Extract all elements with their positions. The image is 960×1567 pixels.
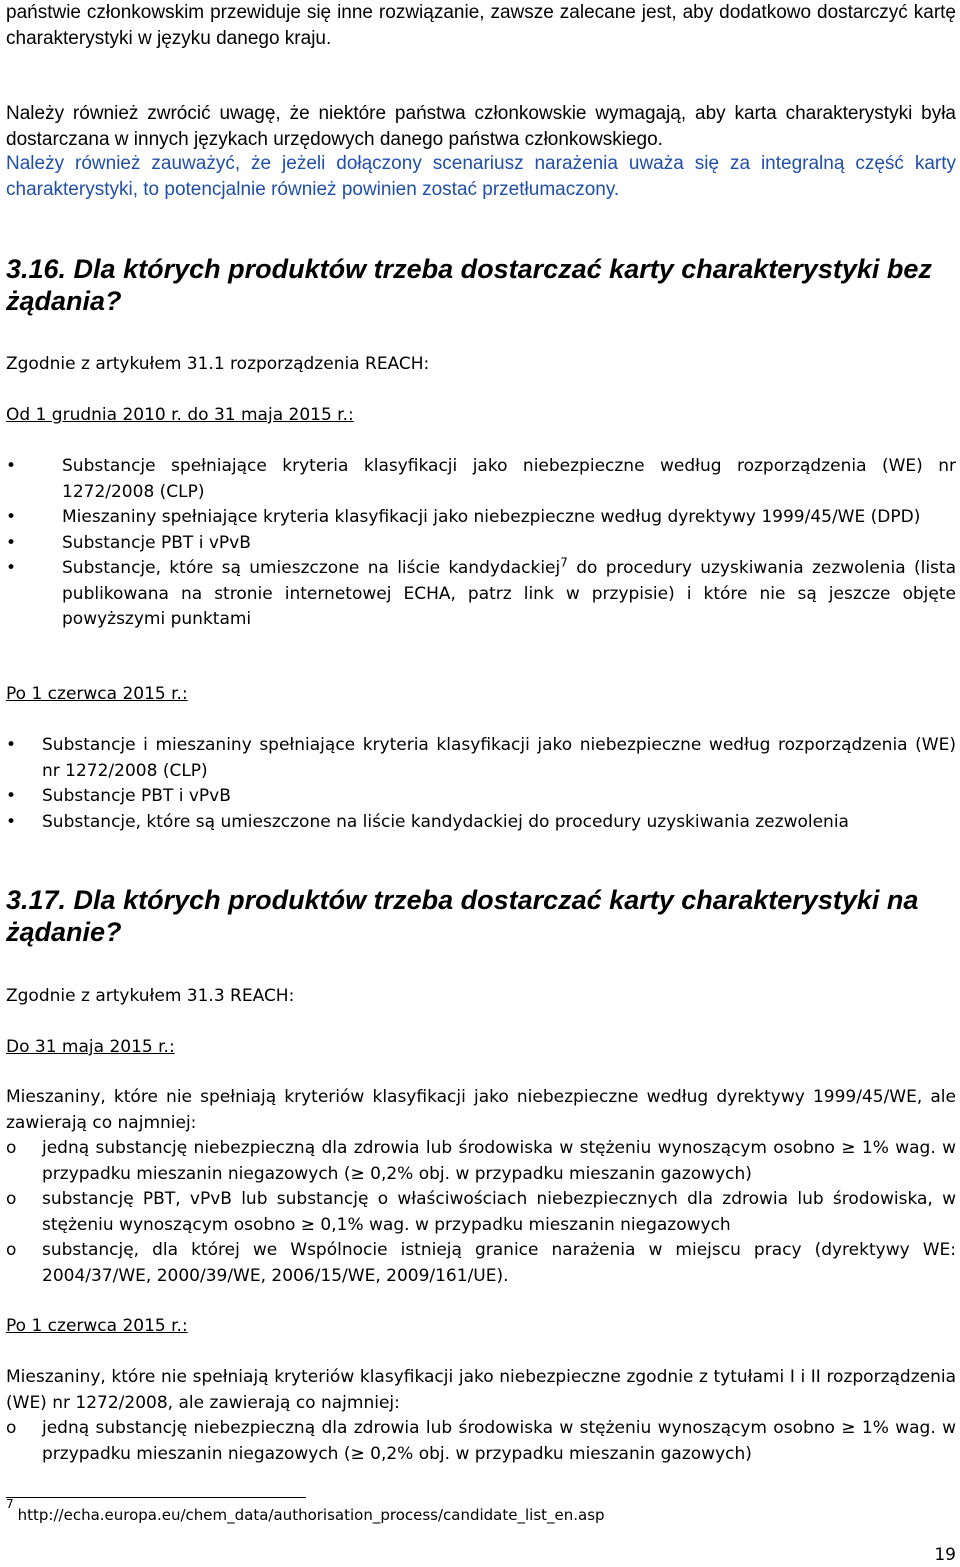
section-317-heading: 3.17. Dla których produktów trzeba dostarczać karty charakterystyki na żądanie?	[6, 885, 919, 947]
list-item	[6, 454, 956, 505]
section-317-period-2: Po 1 czerwca 2015 r.:	[6, 1316, 188, 1336]
list-item-text: Substancje spełniające kryteria klasyfikacji jako niebezpieczne według rozporządzenia (WE) nr 1272/2008 (CLP)	[62, 456, 956, 502]
list-item-text-post: do procedury uzyskiwania zezwolenia (lista publikowana na stronie internetowej ECHA, patrz link w przypisie) i które nie są jeszcze objęte powyższymi punktami	[62, 558, 956, 629]
bullet-marker: •	[6, 532, 17, 553]
circle-marker: o	[6, 1189, 17, 1209]
list-item	[6, 531, 956, 557]
section-316-period-2: Po 1 czerwca 2015 r.:	[6, 684, 188, 704]
circle-marker: o	[6, 1138, 17, 1158]
section-317-circle-list-1	[6, 1136, 956, 1289]
footnote-number: 7	[6, 1497, 14, 1511]
list-item	[6, 810, 956, 836]
footnote-separator	[6, 1497, 306, 1498]
list-item-text: jedną substancję niebezpieczną dla zdrowia lub środowiska w stężeniu wynoszącym osobno ≥ 1% wag. w przypadku mieszanin niegazowych (≥ 0,2% obj. w przypadku mieszanin gazowych)	[42, 1138, 956, 1184]
intro-paragraph-3-highlighted: Należy również zauważyć, że jeżeli dołączony scenariusz narażenia uważa się za integralną część karty charakterystyki, to potencjalnie również powinien zostać przetłumaczony.	[6, 153, 956, 200]
list-item-text: Substancje PBT i vPvB	[62, 532, 251, 553]
circle-marker: o	[6, 1240, 17, 1260]
bullet-marker: •	[6, 735, 17, 755]
section-316-period-1: Od 1 grudnia 2010 r. do 31 maja 2015 r.:	[6, 405, 354, 425]
list-item	[6, 556, 956, 633]
intro-paragraph-2: Należy również zwrócić uwagę, że niektóre państwa członkowskie wymagają, aby karta charakterystyki była dostarczana w innych językach urzędowych danego państwa członkowskiego.	[6, 103, 956, 150]
list-item-text: Mieszaniny spełniające kryteria klasyfikacji jako niebezpieczne według dyrektywy 1999/45/WE (DPD)	[62, 507, 921, 527]
bullet-marker: •	[6, 507, 17, 527]
list-item	[6, 784, 956, 810]
section-317-circle-list-2	[6, 1416, 956, 1467]
section-316-heading: 3.16. Dla których produktów trzeba dostarczać karty charakterystyki bez żądania?	[6, 254, 932, 316]
list-item-text	[62, 555, 956, 629]
section-317-period-1: Do 31 maja 2015 r.:	[6, 1037, 175, 1057]
intro-paragraph-1: państwie członkowskim przewiduje się inne rozwiązanie, zawsze zalecane jest, aby dodatkowo dostarczyć kartę charakterystyki w języku danego kraju.	[6, 2, 956, 49]
list-item	[6, 1416, 956, 1467]
bullet-marker: •	[6, 456, 17, 476]
list-item	[6, 1187, 956, 1238]
footnote-reference: 7	[560, 555, 568, 570]
list-item-text-pre: Substancje, które są umieszczone na liście kandydackiej	[62, 558, 561, 578]
list-item	[6, 733, 956, 784]
section-316-bullet-list-2	[6, 733, 956, 835]
bullet-marker: •	[6, 558, 17, 578]
list-item-text: substancję PBT, vPvB lub substancję o właściwościach niebezpiecznych dla zdrowia lub środowiska, w stężeniu wynoszącym osobno ≥ 0,1% wag. w przypadku mieszanin niegazowych	[42, 1189, 956, 1235]
circle-marker: o	[6, 1418, 17, 1438]
list-item-text: Substancje, które są umieszczone na liście kandydackiej do procedury uzyskiwania zezwolenia	[42, 811, 849, 832]
list-item-text: Substancje i mieszaniny spełniające kryteria klasyfikacji jako niebezpieczne według rozporządzenia (WE) nr 1272/2008 (CLP)	[42, 735, 956, 781]
bullet-marker: •	[6, 786, 17, 806]
footnote-link[interactable]: http://echa.europa.eu/chem_data/authorisation_process/candidate_list_en.asp	[17, 1506, 605, 1524]
section-316-lead: Zgodnie z artykułem 31.1 rozporządzenia REACH:	[6, 354, 430, 374]
footnote	[6, 1497, 605, 1525]
list-item-text: Substancje PBT i vPvB	[42, 786, 231, 806]
page-number: 19	[934, 1545, 956, 1565]
section-316-bullet-list-1	[6, 454, 956, 633]
section-317-lead: Zgodnie z artykułem 31.3 REACH:	[6, 986, 295, 1006]
section-317-paragraph-2: Mieszaniny, które nie spełniają kryteriów klasyfikacji jako niebezpieczne zgodnie z tytułami I i II rozporządzenia (WE) nr 1272/2008, ale zawierają co najmniej:	[6, 1367, 956, 1413]
list-item	[6, 505, 956, 531]
list-item	[6, 1238, 956, 1289]
list-item-text: jedną substancję niebezpieczną dla zdrowia lub środowiska w stężeniu wynoszącym osobno ≥ 1% wag. w przypadku mieszanin niegazowych (≥ 0,2% obj. w przypadku mieszanin gazowych)	[42, 1418, 956, 1464]
bullet-marker: •	[6, 811, 17, 832]
section-317-paragraph-1: Mieszaniny, które nie spełniają kryteriów klasyfikacji jako niebezpieczne według dyrektywy 1999/45/WE, ale zawierają co najmniej:	[6, 1087, 956, 1133]
document-page	[6, 0, 956, 1567]
list-item	[6, 1136, 956, 1187]
list-item-text: substancję, dla której we Wspólnocie istnieją granice narażenia w miejscu pracy (dyrektywy WE: 2004/37/WE, 2000/39/WE, 2006/15/WE, 2009/161/UE).	[42, 1240, 956, 1286]
